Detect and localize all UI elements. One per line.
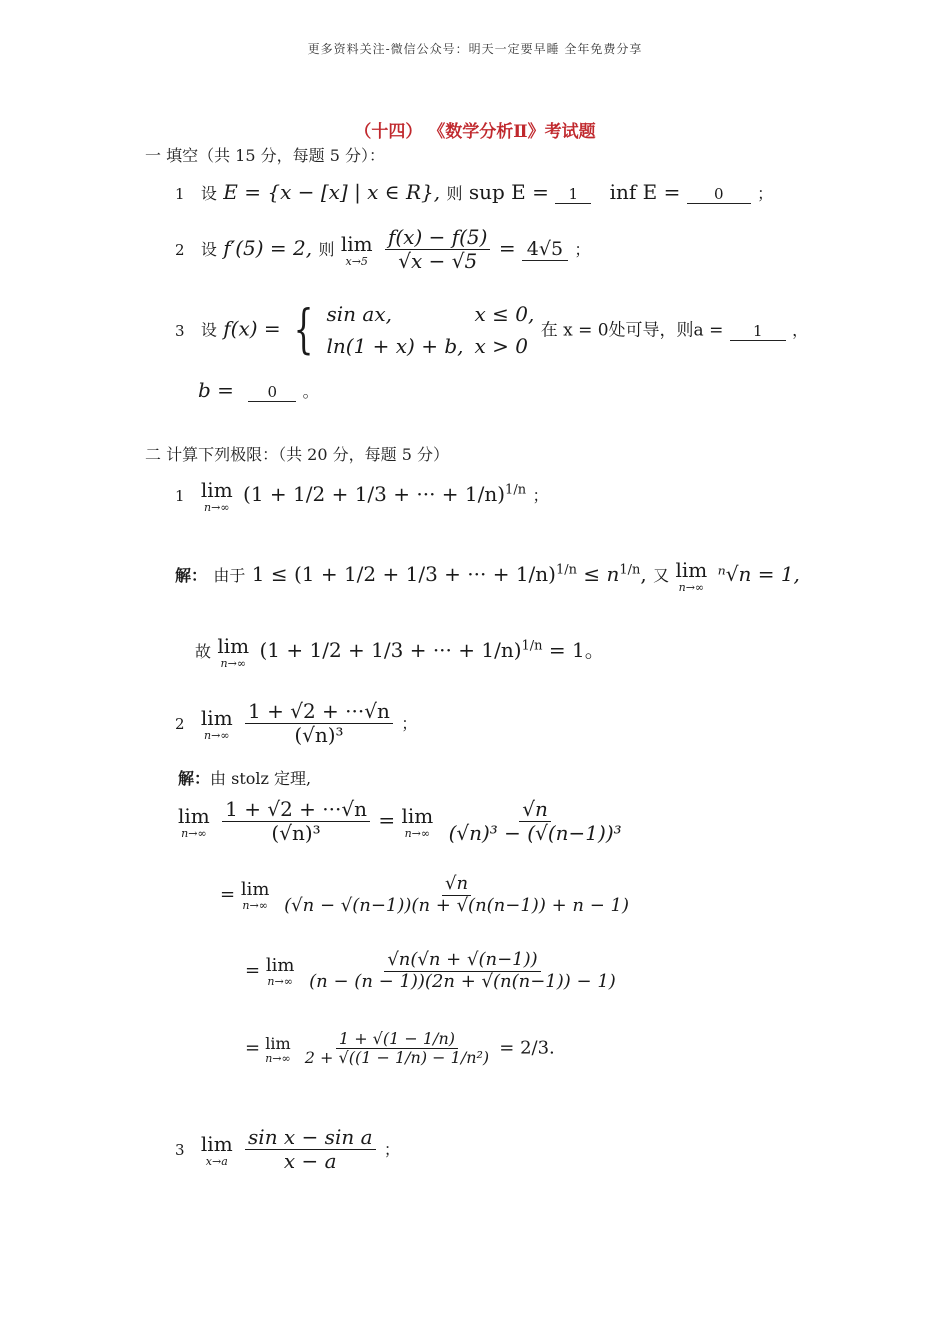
exam-title: （十四） 《数学分析Ⅱ》考试题 — [354, 122, 596, 142]
stolz-step1: lim n→∞ $\frac{1 + √2 + \cdot\cdot\cdot√n}{\text{(√n)³}}$ = lim n→∞ $\frac{√n}{\text{(√n)³ − (√(n−1))³}}$ — [178, 797, 622, 845]
fill-q2: 2 设 f′(5) = 2, 则 lim x→5 $\frac{f(x) - f(5)}{√x - √5}$ = 4√5 ； — [175, 225, 591, 273]
limit-p3: 3 lim x→a $\frac{\text{sin x − sin a}}{x - a}$ ； — [175, 1125, 400, 1173]
section1-heading: 一 填空（共 15 分，每题 5 分）： — [145, 146, 385, 165]
limit-p1-conclusion: 故 lim n→∞ (1 + 1/2 + 1/3 + ··· + 1/n)$^{1/n}$ = 1。 — [195, 634, 605, 670]
q2-fraction: $\frac{f(x) - f(5)}{√x - √5}$ — [385, 226, 491, 273]
sup-answer: 1 — [555, 185, 591, 204]
stolz-step3: = lim n→∞ $\frac{√n(√n + √(n-1))}{(n - (n - 1))(2n + √(n(n-1)) - 1)}$ — [245, 949, 616, 992]
left-brace: { — [293, 300, 314, 360]
a-answer: 1 — [730, 322, 786, 341]
fill-q1: 1 设 E = {x − [x] | x ∈ R}, 则 sup E = 1 inf E = 0 ； — [175, 180, 774, 204]
stolz-step2: = lim n→∞ $\frac{√n}{(√n - √(n-1))(n + √(n(n-1)) + n - 1)}$ — [220, 873, 629, 916]
section2-heading: 二 计算下列极限：（共 20 分，每题 5 分） — [145, 445, 449, 464]
fill-q3: 3 设 f(x) = { sin ax, x ≤ 0, ln(1 + x) + b, x > 0 在 x = 0处可导，则a = 1 ， — [175, 300, 809, 360]
header-note: 更多资料关注-微信公众号：明天一定要早睡 全年免费分享 — [307, 42, 643, 56]
b-answer: 0 — [248, 383, 296, 402]
q2-answer: 4√5 — [522, 238, 568, 261]
limit-p2-solution-label: 解：由 stolz 定理, — [178, 769, 312, 788]
stolz-step4: = lim n→∞ $\frac{1 + √(1 - 1/n)}{\text{2 + √((1 − 1/n) − 1/n²)}}$ = 2/3. — [245, 1029, 555, 1068]
limit-p1-solution: 解： 由于 1 ≤ (1 + 1/2 + 1/3 + ··· + $1/n)^{1/n} \le n^{1/n}$, 又 lim n→∞ ⁿ√n = 1, — [175, 558, 800, 594]
limit-p1: 1 lim n→∞ (1 + 1/2 + 1/3 + ··· + 1/n)$^{1/n}$ ； — [175, 478, 549, 514]
piecewise-cases: sin ax, x ≤ 0, ln(1 + x) + b, x > 0 — [326, 302, 535, 358]
limit-p2: 2 lim n→∞ $\frac{1 + √2 + \cdot\cdot\cdot√n}{\text{(√n)³}}$ ； — [175, 699, 418, 747]
fill-q3-b: b = 0 。 — [198, 378, 319, 402]
inf-answer: 0 — [687, 185, 751, 204]
